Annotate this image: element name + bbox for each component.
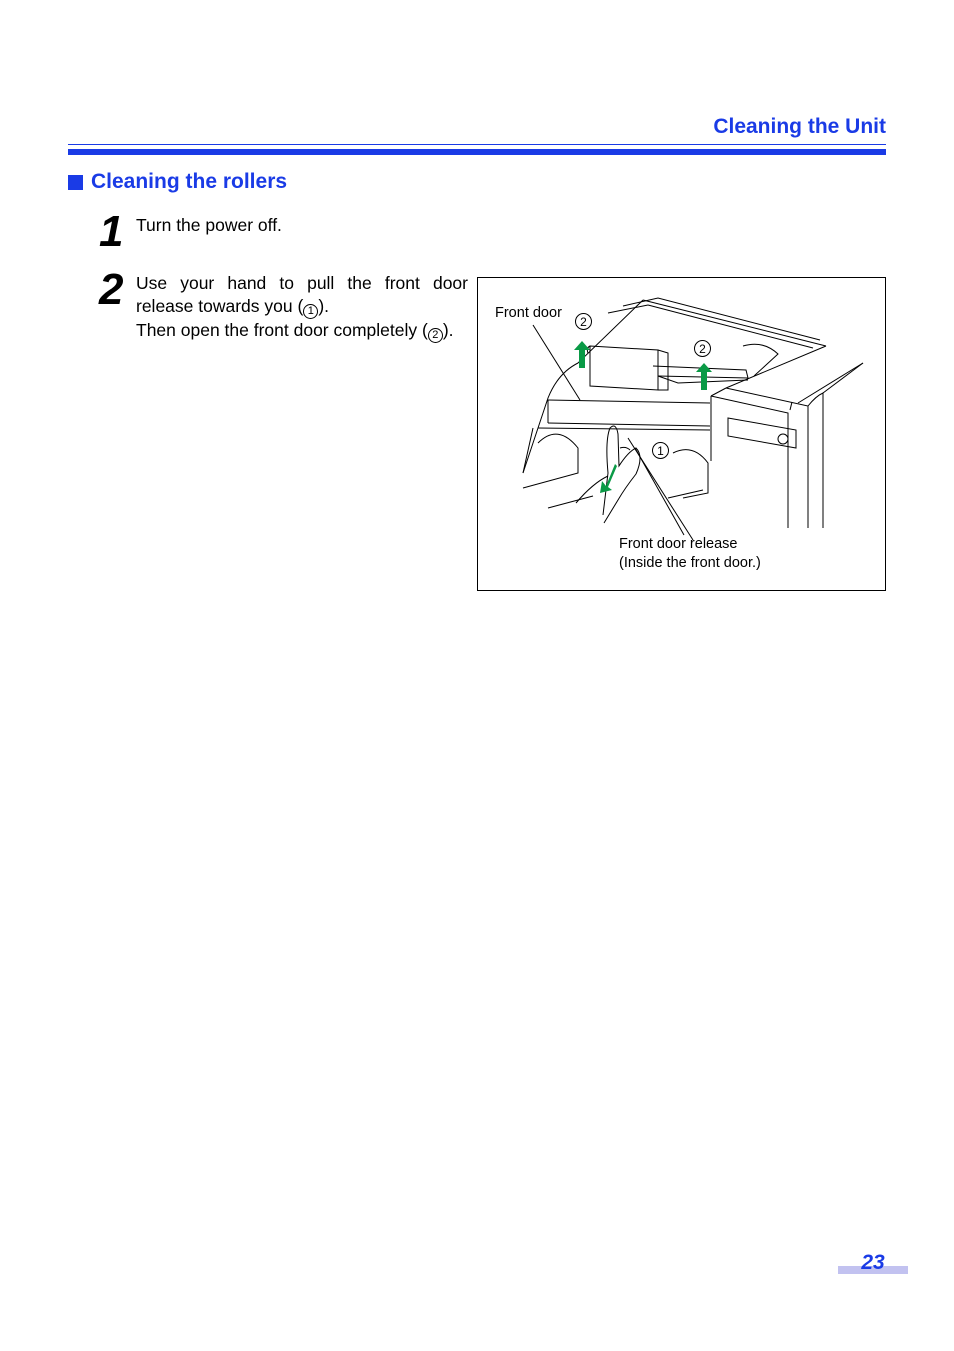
- section-title-text: Cleaning the rollers: [91, 170, 288, 193]
- figure-marker-2b: 2: [694, 340, 711, 357]
- running-header-title: Cleaning the Unit: [713, 115, 886, 138]
- step-1-number: 1: [99, 207, 124, 256]
- circled-marker-2: 2: [428, 328, 443, 343]
- step-2-number: 2: [99, 265, 124, 314]
- step-1-text: Turn the power off.: [136, 215, 282, 235]
- figure-marker-1: 1: [652, 442, 669, 459]
- header-rule-thin: [68, 144, 886, 145]
- release-label-line1: Front door release: [619, 536, 738, 552]
- step-2-line1: Use your hand to pull the front door release towards you ( 1 ).: [136, 273, 468, 317]
- arrow-group: [574, 341, 712, 493]
- figure-marker-2a: 2: [575, 313, 592, 330]
- step-2-text: [136, 272, 468, 343]
- header-rule-thick: [68, 149, 886, 155]
- square-bullet-icon: [68, 175, 83, 190]
- front-door-label: Front door: [495, 305, 562, 321]
- section-heading: [68, 170, 287, 194]
- step-2-line2: Then open the front door completely ( 2 ).: [136, 319, 454, 341]
- page-number: 23: [861, 1251, 885, 1274]
- front-door-release-label: [619, 535, 761, 573]
- release-label-line2: (Inside the front door.): [619, 555, 761, 571]
- scanner-illustration: [477, 277, 886, 591]
- circled-marker-1: 1: [303, 304, 318, 319]
